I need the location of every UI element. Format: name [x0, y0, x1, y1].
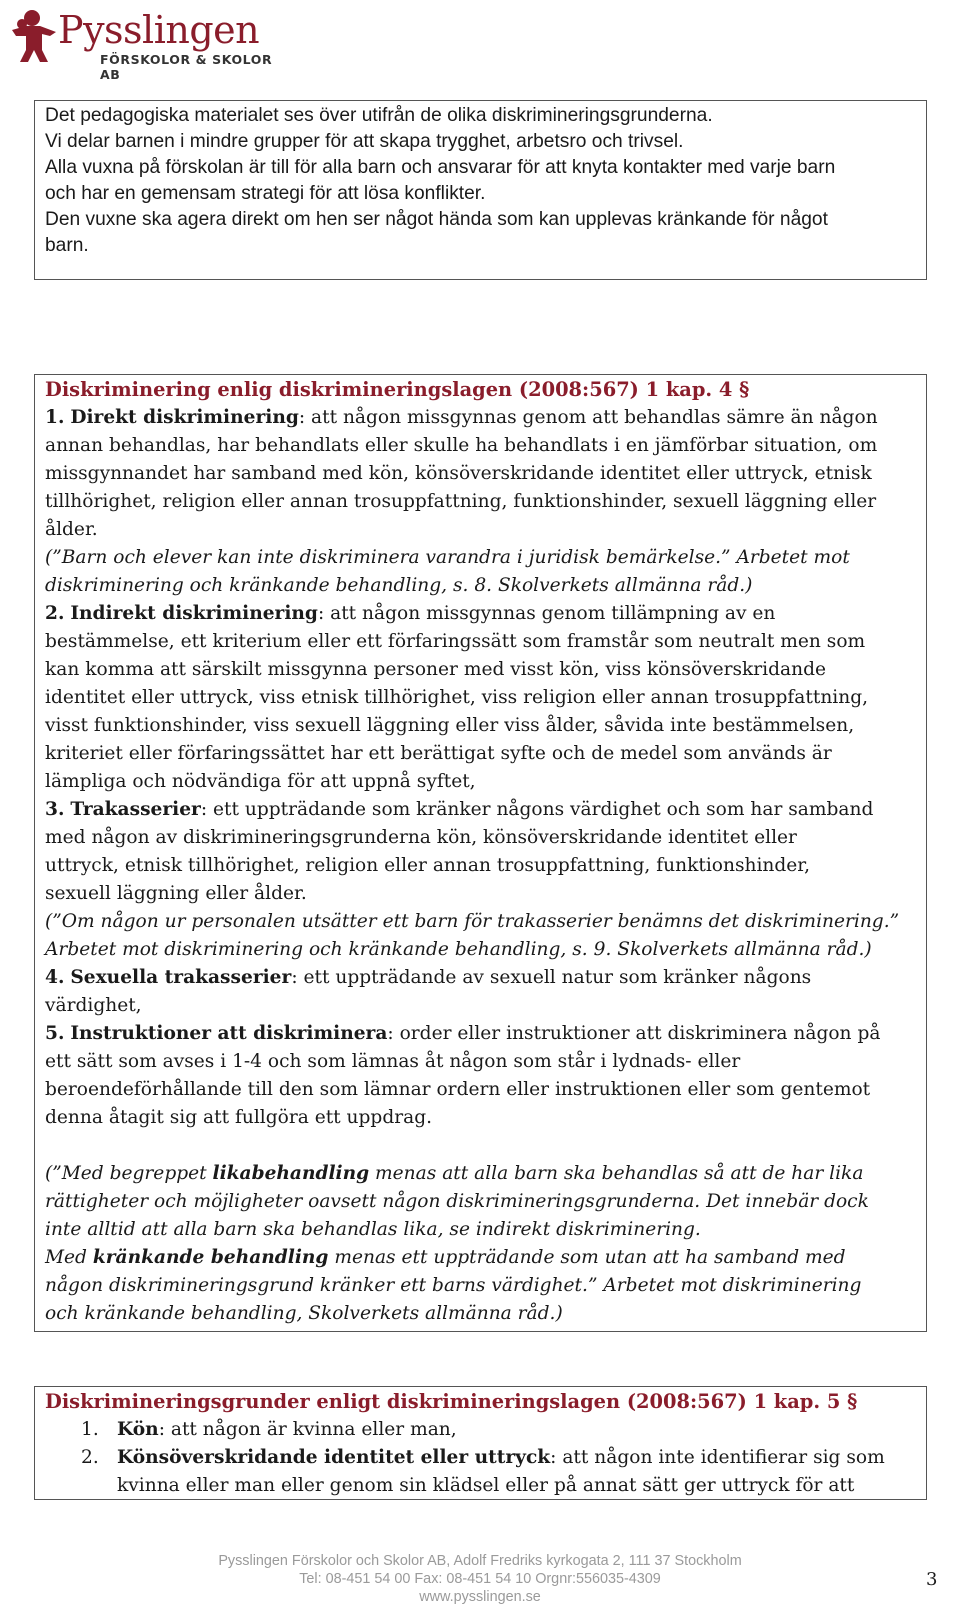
list-item: [45, 1444, 916, 1500]
note-text: menas att alla barn ska behandlas så att de har lika: [369, 1163, 864, 1184]
definition-term: Instruktioner att diskriminera: [70, 1023, 388, 1044]
definition-term: Trakasserier: [70, 799, 201, 820]
text-line: bestämmelse, ett kriterium eller ett förfaringssätt som framstår som neutralt men som: [45, 631, 866, 652]
definition-text: : ett uppträdande som kränker någons värdighet och som har samband: [200, 799, 874, 820]
note-line: [45, 1160, 916, 1188]
page-number: 3: [926, 1569, 938, 1590]
text-line: Det pedagogiska materialet ses över utifrån de olika diskrimineringsgrunderna.: [45, 105, 713, 126]
footer-contact: Tel: 08-451 54 00 Fax: 08-451 54 10 Orgnr:556035-4309: [299, 1571, 661, 1587]
definition-term: Sexuella trakasserier: [70, 967, 292, 988]
text-line: barn.: [45, 235, 89, 256]
footer-address: Pysslingen Förskolor och Skolor AB, Adolf Fredriks kyrkogata 2, 111 37 Stockholm: [218, 1553, 742, 1569]
definition-item: [45, 1020, 916, 1048]
note-line: [45, 1244, 916, 1272]
definition-term: Direkt diskriminering: [70, 407, 299, 428]
text-line: visst funktionshinder, viss sexuell läggning eller viss ålder, såvida inte bestämmelsen,: [45, 715, 855, 736]
quote-line: (”Barn och elever kan inte diskriminera varandra i juridisk bemärkelse.” Arbetet mot: [45, 547, 850, 568]
item-number: 2.: [81, 1447, 99, 1468]
text-line: Den vuxne ska agera direkt om hen ser något hända som kan upplevas kränkande för något: [45, 209, 828, 230]
text-line: uttryck, etnisk tillhörighet, religion eller annan trosuppfattning, funktionshinder,: [45, 855, 811, 876]
ground-text-continued: kvinna eller man eller genom sin klädsel eller på annat sätt ger uttryck för att: [117, 1475, 855, 1496]
definition-text: : att någon missgynnas genom tillämpning av en: [317, 603, 776, 624]
definition-term: Indirekt diskriminering: [70, 603, 318, 624]
text-line: kriteriet eller förfaringssättet har ett berättigat syfte och de medel som används är: [45, 743, 832, 764]
note-line: rättigheter och möjligheter oavsett någon diskrimineringsgrunderna. Det innebär dock: [45, 1191, 869, 1212]
item-number: 1.: [81, 1419, 99, 1440]
note-text: (”Med begreppet: [45, 1163, 213, 1184]
text-line: ett sätt som avses i 1-4 och som lämnas åt någon som står i lydnads- eller: [45, 1051, 741, 1072]
definition-item: [45, 796, 916, 824]
logo-name: Pysslingen: [58, 8, 260, 52]
discrimination-definitions-box: [34, 374, 927, 1332]
definition-item: [45, 964, 916, 992]
note-line: och kränkande behandling, Skolverkets allmänna råd.): [45, 1303, 563, 1324]
item-number: 5.: [45, 1023, 65, 1044]
text-line: annan behandlas, har behandlats eller skulle ha behandlats i en jämförbar situation, om: [45, 435, 878, 456]
text-line: Vi delar barnen i mindre grupper för att skapa trygghet, arbetsro och trivsel.: [45, 131, 684, 152]
pysslingen-logo: [6, 6, 296, 82]
pedagogy-box: [34, 100, 927, 280]
quote-line: diskriminering och kränkande behandling, s. 8. Skolverkets allmänna råd.): [45, 575, 753, 596]
children-logo-icon: [6, 6, 62, 64]
note-line: någon diskrimineringsgrund kränker ett barns värdighet.” Arbetet mot diskriminering: [45, 1275, 862, 1296]
text-line: denna åtagit sig att fullgöra ett uppdrag.: [45, 1107, 433, 1128]
text-line: beroendeförhållande till den som lämnar ordern eller instruktionen eller som gentemot: [45, 1079, 871, 1100]
section-heading: Diskrimineringsgrunder enligt diskrimineringslagen (2008:567) 1 kap. 5 §: [45, 1390, 858, 1413]
text-line: med någon av diskrimineringsgrunderna kön, könsöverskridande identitet eller: [45, 827, 797, 848]
footer-website: www.pysslingen.se: [419, 1589, 541, 1605]
item-number: 4.: [45, 967, 65, 988]
item-number: 2.: [45, 603, 65, 624]
definition-item: [45, 404, 916, 432]
text-line: missgynnandet har samband med kön, könsöverskridande identitet eller uttryck, etnisk: [45, 463, 872, 484]
text-line: lämpliga och nödvändiga för att uppnå syftet,: [45, 771, 476, 792]
quote-line: (”Om någon ur personalen utsätter ett barn för trakasserier benämns det diskriminering.”: [45, 911, 900, 932]
note-term: kränkande behandling: [92, 1247, 329, 1268]
list-item: [45, 1416, 916, 1444]
note-term: likabehandling: [212, 1163, 370, 1184]
ground-text: : att någon inte identifierar sig som: [550, 1447, 885, 1468]
section-heading: Diskriminering enlig diskrimineringslagen (2008:567) 1 kap. 4 §: [45, 378, 750, 401]
text-line: identitet eller uttryck, viss etnisk tillhörighet, viss religion eller annan trosuppfattning,: [45, 687, 869, 708]
text-line: Alla vuxna på förskolan är till för alla barn och ansvarar för att knyta kontakter med varje barn: [45, 157, 836, 178]
text-line: kan komma att särskilt missgynna personer med visst kön, viss könsöverskridande: [45, 659, 826, 680]
definition-text: : order eller instruktioner att diskriminera någon på: [387, 1023, 881, 1044]
grounds-list: [45, 1416, 916, 1500]
page-footer: [160, 1552, 800, 1606]
note-text: Med: [45, 1247, 93, 1268]
quote-line: Arbetet mot diskriminering och kränkande behandling, s. 9. Skolverkets allmänna råd.): [45, 939, 872, 960]
text-line: tillhörighet, religion eller annan trosuppfattning, funktionshinder, sexuell läggning eller: [45, 491, 877, 512]
ground-term: Könsöverskridande identitet eller uttryck: [117, 1447, 551, 1468]
definition-item: [45, 600, 916, 628]
note-line: inte alltid att alla barn ska behandlas lika, se indirekt diskriminering.: [45, 1219, 701, 1240]
definition-text: : att någon missgynnas genom att behandlas sämre än någon: [298, 407, 878, 428]
logo-subtitle: FÖRSKOLOR & SKOLOR AB: [100, 52, 273, 82]
text-line: och har en gemensam strategi för att lösa konflikter.: [45, 183, 486, 204]
ground-term: Kön: [117, 1419, 159, 1440]
item-number: 3.: [45, 799, 65, 820]
text-line: ålder.: [45, 519, 98, 540]
definition-text: : ett uppträdande av sexuell natur som kränker någons: [291, 967, 812, 988]
text-line: sexuell läggning eller ålder.: [45, 883, 307, 904]
item-number: 1.: [45, 407, 65, 428]
spacer: [45, 1132, 916, 1160]
note-text: menas ett uppträdande som utan att ha samband med: [328, 1247, 846, 1268]
ground-text: : att någon är kvinna eller man,: [158, 1419, 457, 1440]
text-line: värdighet,: [45, 995, 142, 1016]
discrimination-grounds-box: [34, 1386, 927, 1500]
